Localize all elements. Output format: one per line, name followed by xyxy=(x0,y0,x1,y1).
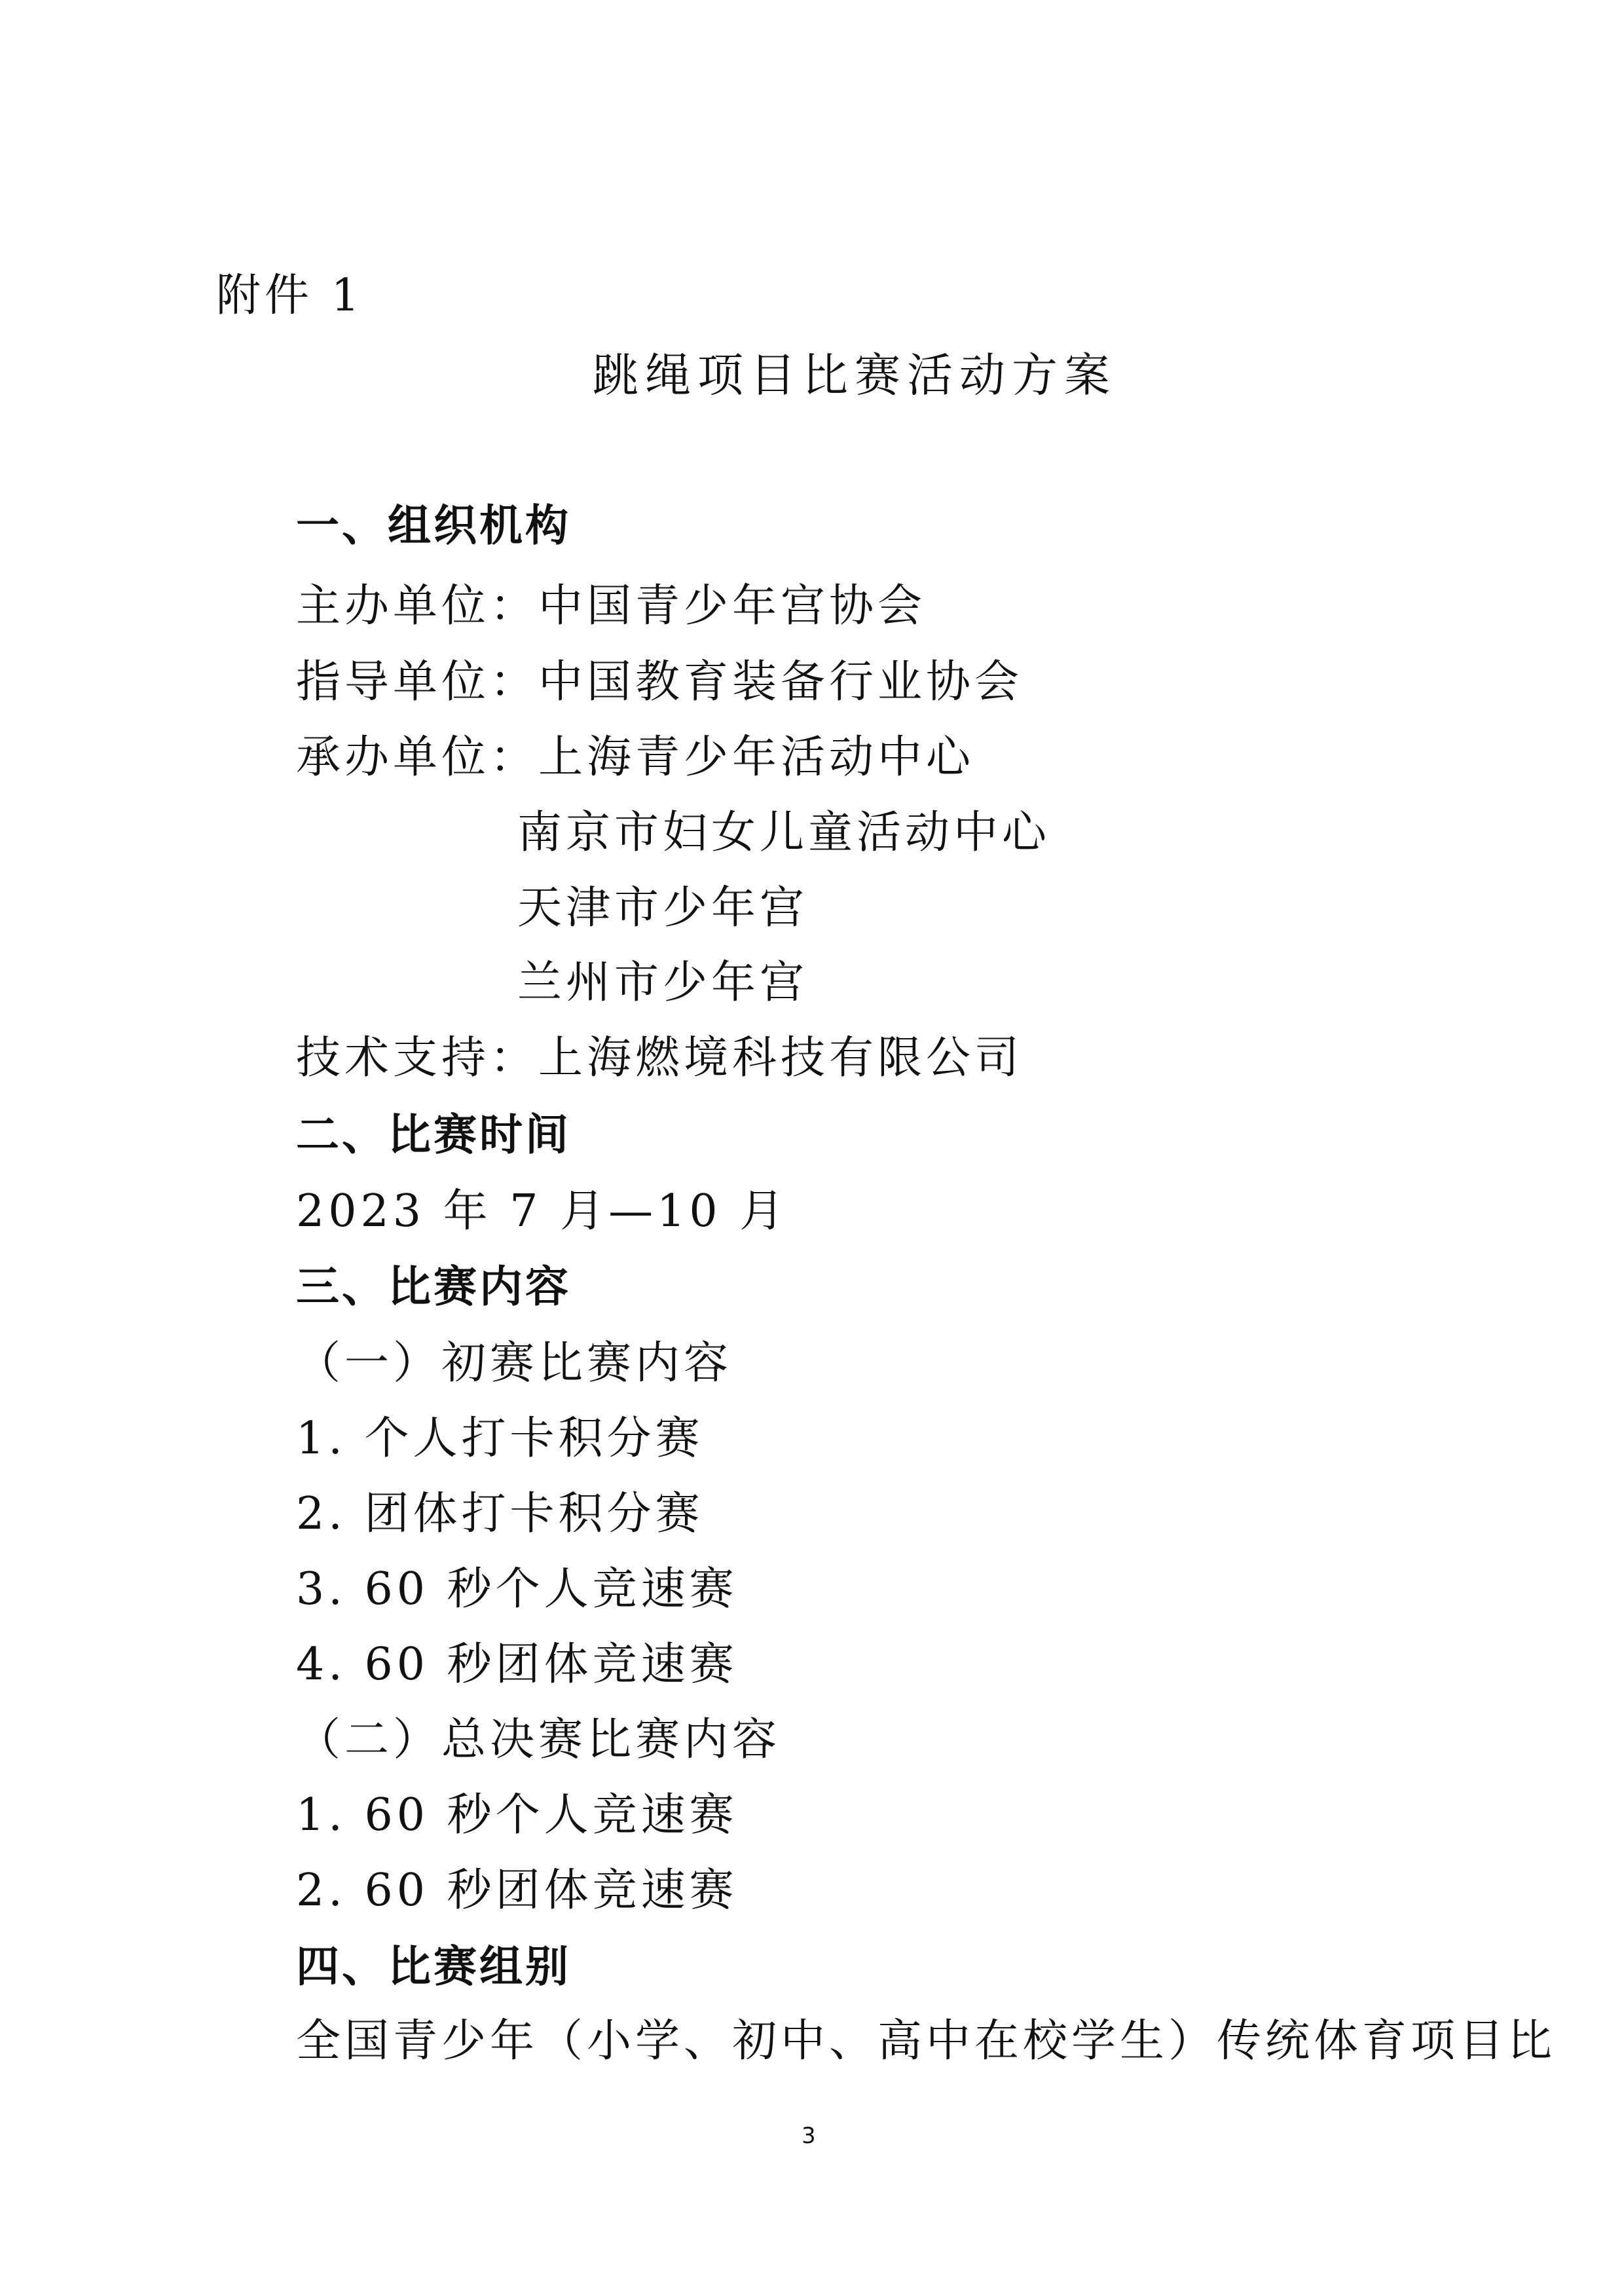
prelim-item: 4. 60 秒团体竞速赛 xyxy=(296,1639,738,1690)
host-unit: 主办单位：中国青少年宫协会 xyxy=(296,580,927,632)
prelim-heading: （一）初赛比赛内容 xyxy=(296,1337,733,1389)
section-heading-groups: 四、比赛组别 xyxy=(296,1941,571,1992)
organizer-unit-item: 兰州市少年宫 xyxy=(517,957,809,1009)
final-heading: （二）总决赛比赛内容 xyxy=(296,1714,781,1766)
section-heading-organization: 一、组织机构 xyxy=(296,500,571,551)
prelim-item: 1. 个人打卡积分赛 xyxy=(296,1413,704,1465)
organizer-unit-item: 南京市妇女儿童活动中心 xyxy=(517,807,1051,859)
prelim-item: 3. 60 秒个人竞速赛 xyxy=(296,1563,738,1615)
final-item: 1. 60 秒个人竞速赛 xyxy=(296,1789,738,1841)
document-title: 跳绳项目比赛活动方案 xyxy=(593,348,1116,402)
final-item: 2. 60 秒团体竞速赛 xyxy=(296,1865,738,1916)
organizer-unit-item: 天津市少年宫 xyxy=(517,882,809,934)
prelim-item: 2. 团体打卡积分赛 xyxy=(296,1488,704,1540)
attachment-label: 附件 1 xyxy=(216,270,363,322)
guide-unit: 指导单位：中国教育装备行业协会 xyxy=(296,656,1024,708)
section-heading-time: 二、比赛时间 xyxy=(296,1110,571,1160)
section-heading-content: 三、比赛内容 xyxy=(296,1261,571,1312)
tech-support-unit: 技术支持：上海燃境科技有限公司 xyxy=(296,1032,1024,1084)
competition-time: 2023 年 7 月—10 月 xyxy=(296,1185,788,1237)
organizer-unit: 承办单位：上海青少年活动中心 xyxy=(296,732,975,783)
page-number: 3 xyxy=(802,2123,816,2149)
groups-text: 全国青少年（小学、初中、高中在校学生）传统体育项目比 xyxy=(296,2015,1557,2067)
